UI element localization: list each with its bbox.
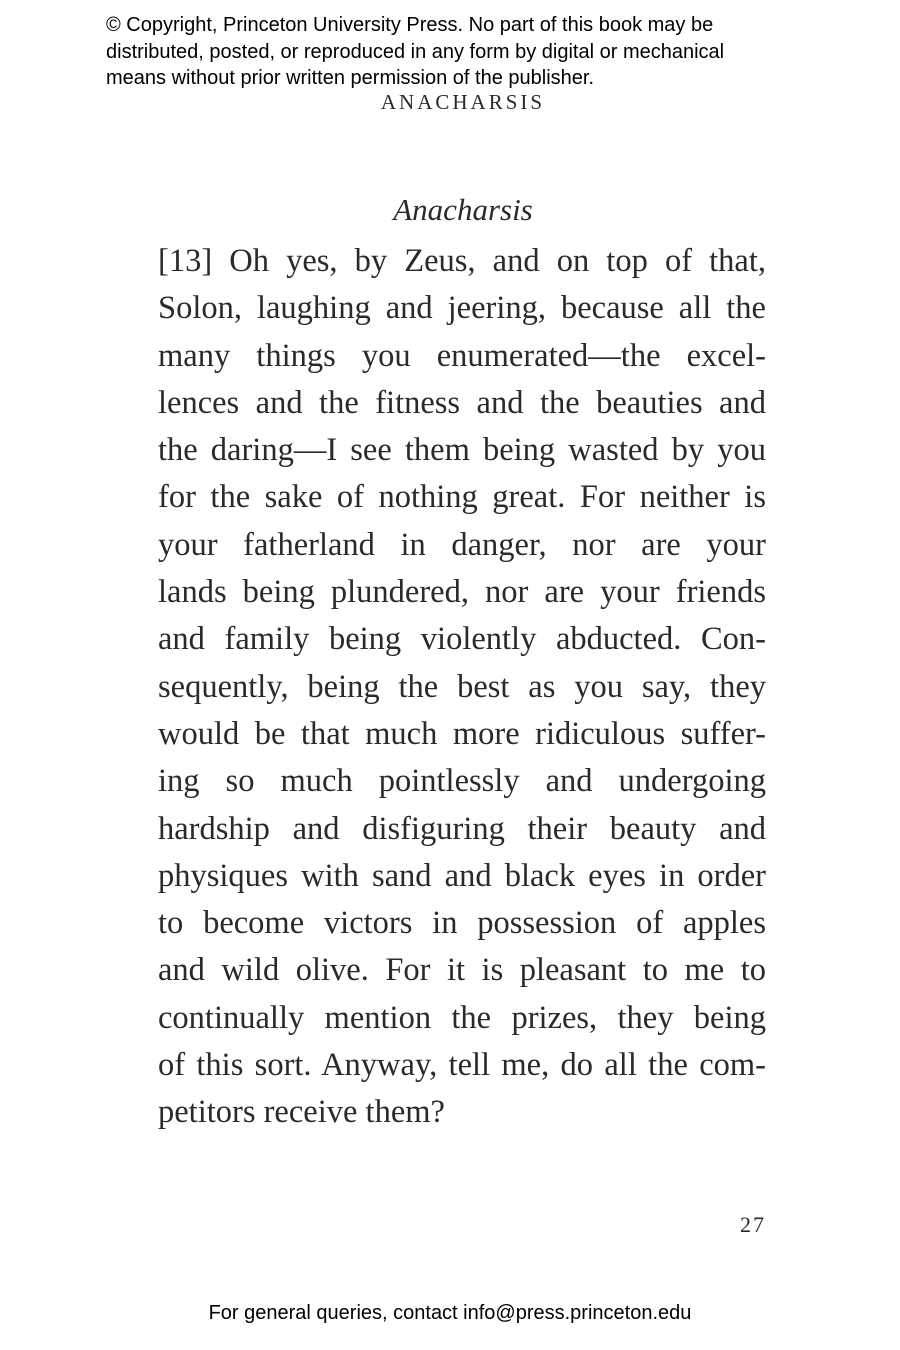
text-line: would be that much more ridiculous suffer-: [158, 715, 766, 752]
copyright-line: distributed, posted, or reproduced in any form by digital or mechanical: [106, 40, 725, 63]
text-line: your fatherland in danger, nor are your: [158, 526, 766, 563]
text-line: continually mention the prizes, they being: [158, 999, 766, 1036]
text-line: Solon, laughing and jeering, because all the: [158, 290, 766, 327]
text-line: the daring—I see them being wasted by you: [158, 432, 766, 469]
text-line: and wild olive. For it is pleasant to me to: [158, 952, 766, 989]
text-line: of this sort. Anyway, tell me, do all the com-: [158, 1047, 766, 1084]
speaker-heading: Anacharsis: [393, 192, 533, 227]
text-line: physiques with sand and black eyes in order: [158, 857, 766, 894]
text-line: [13] Oh yes, by Zeus, and on top of that,: [158, 243, 766, 279]
text-line: lences and the fitness and the beauties and: [158, 384, 766, 421]
text-line: for the sake of nothing great. For neither is: [158, 479, 766, 516]
footer-contact: For general queries, contact info@press.princeton.edu: [208, 1302, 692, 1324]
text-line: petitors receive them?: [158, 1094, 445, 1131]
page-number: 27: [740, 1212, 766, 1237]
running-head: ANACHARSIS: [380, 90, 546, 114]
text-line: sequently, being the best as you say, they: [158, 668, 766, 705]
text-line: ing so much pointlessly and undergoing: [158, 763, 766, 800]
body-paragraph: [158, 238, 766, 1137]
text-line: hardship and disfiguring their beauty and: [158, 810, 766, 847]
copyright-notice: [106, 12, 806, 92]
text-line: to become victors in possession of apples: [158, 905, 766, 942]
text-line: lands being plundered, nor are your friends: [158, 574, 766, 611]
text-line: many things you enumerated—the excel-: [158, 337, 766, 374]
copyright-line: © Copyright, Princeton University Press. No part of this book may be: [106, 14, 714, 36]
text-line: and family being violently abducted. Con-: [158, 621, 766, 658]
copyright-line: means without prior written permission of the publisher.: [106, 67, 595, 89]
